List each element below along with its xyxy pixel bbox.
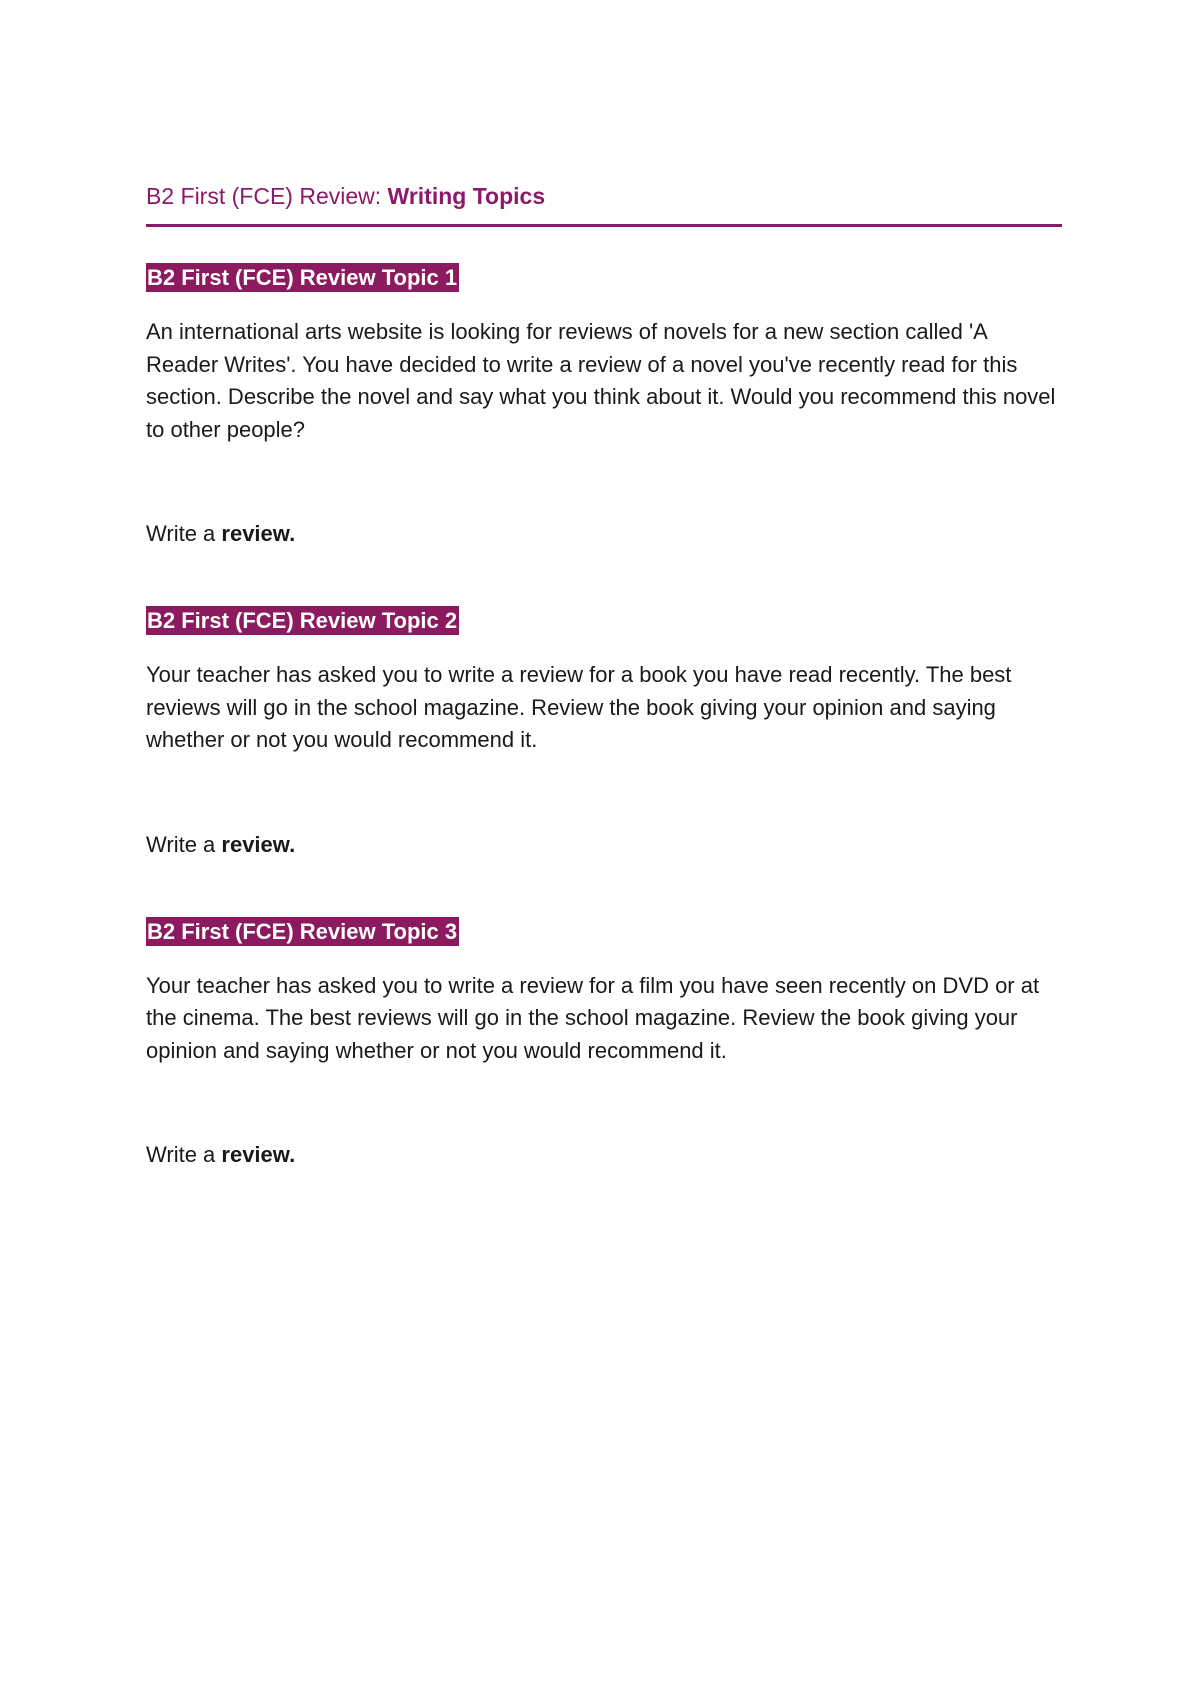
- topic-2: [146, 606, 1062, 861]
- document-title-prefix: B2 First (FCE) Review:: [146, 183, 388, 209]
- topic-instruction: [146, 829, 1062, 861]
- instruction-emphasis: review.: [221, 1142, 296, 1167]
- topic-body: An international arts website is looking for reviews of novels for a new section called 'A Reader Writes'. You have decided to write a review of a novel you've recently read for this section. Describe the novel and say what you think about it. Would you recommend this novel to other people?: [146, 319, 1056, 442]
- topic-1: [146, 263, 1062, 550]
- topic-body: Your teacher has asked you to write a review for a film you have seen recently on DVD or at the cinema. The best reviews will go in the school magazine. Review the book giving your opinion and saying whether or not you would recommend it.: [146, 972, 1040, 1063]
- document-title-bold: Writing Topics: [387, 183, 546, 209]
- document-title: [146, 178, 1062, 214]
- topic-instruction: [146, 518, 1062, 550]
- topic-3: [146, 917, 1062, 1172]
- instruction-emphasis: review.: [221, 831, 296, 857]
- instruction-text: Write a: [146, 831, 222, 857]
- topic-heading: B2 First (FCE) Review Topic 2: [147, 608, 458, 633]
- topic-body: Your teacher has asked you to write a review for a book you have read recently. The best reviews will go in the school magazine. Review the book giving your opinion and saying whether or not you would recommend it.: [146, 662, 1012, 752]
- topic-heading: B2 First (FCE) Review Topic 1: [147, 265, 458, 290]
- topic-heading: B2 First (FCE) Review Topic 3: [147, 918, 458, 944]
- title-divider: [146, 224, 1062, 227]
- instruction-text: Write a: [146, 1142, 222, 1167]
- instruction-text: Write a: [146, 521, 222, 546]
- instruction-emphasis: review.: [221, 521, 296, 546]
- document-page: [146, 178, 1062, 1171]
- topic-instruction: [146, 1139, 1062, 1171]
